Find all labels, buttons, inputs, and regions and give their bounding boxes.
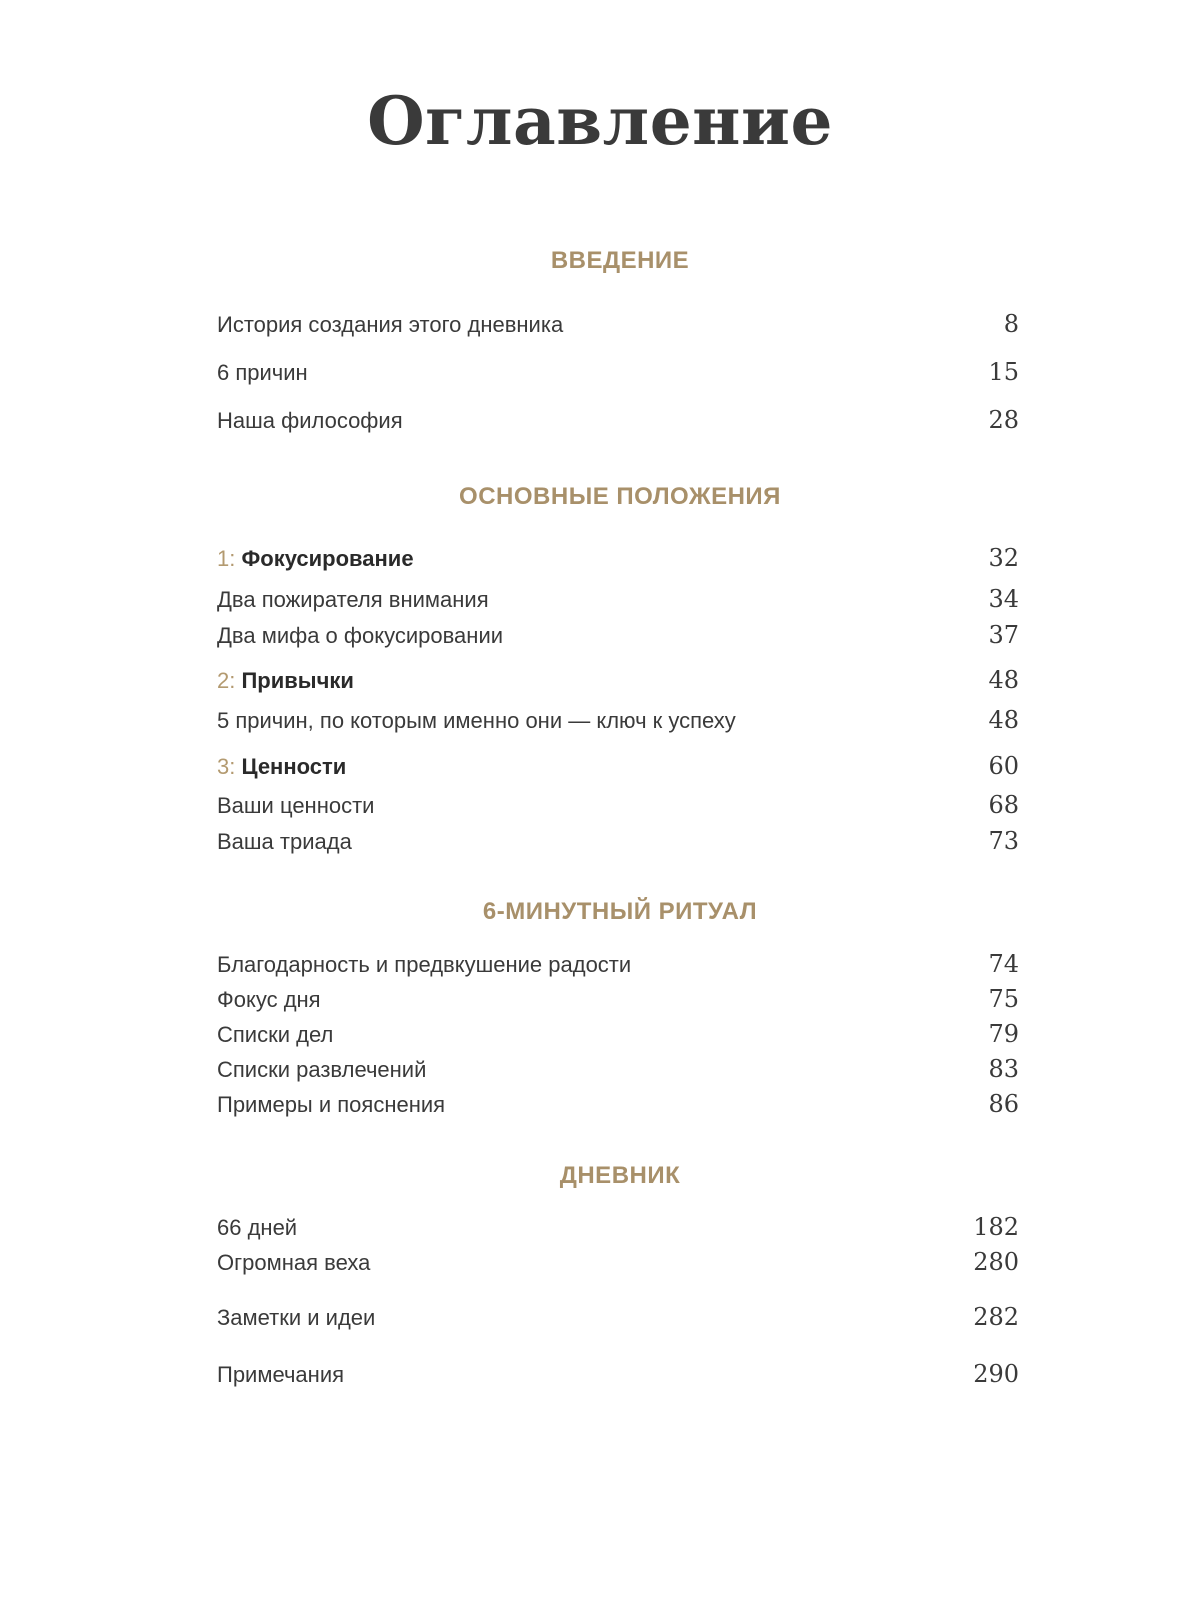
entry-title: Наша философия (217, 408, 403, 433)
entry-page-number: 74 (988, 950, 1019, 978)
entry-page-number: 8 (1003, 310, 1019, 338)
toc-entry[interactable] (217, 1020, 1019, 1050)
chapter-title: Фокусирование (241, 546, 414, 571)
toc-entry[interactable] (217, 827, 1019, 857)
entry-title (217, 754, 346, 780)
chapter-number: 3: (217, 754, 236, 779)
toc-entry[interactable] (217, 1055, 1019, 1085)
entry-title (217, 668, 354, 694)
entry-page-number: 73 (988, 827, 1019, 855)
toc-entry[interactable] (217, 791, 1019, 821)
entry-page-number: 86 (988, 1090, 1019, 1118)
entry-title: Ваши ценности (217, 793, 375, 818)
entry-title: Списки развлечений (217, 1057, 427, 1082)
chapter-number: 2: (217, 668, 236, 693)
entry-page-number: 32 (988, 544, 1019, 572)
entry-page-number: 75 (988, 985, 1019, 1013)
entry-title: 5 причин, по которым именно они — ключ к успеху (217, 708, 736, 733)
entry-title: Заметки и идеи (217, 1305, 376, 1330)
toc-entry[interactable] (217, 358, 1019, 388)
entry-page-number: 83 (988, 1055, 1019, 1083)
entry-title: Примеры и пояснения (217, 1092, 446, 1117)
entry-page-number: 182 (973, 1213, 1019, 1241)
toc-chapter-entry[interactable] (217, 752, 1019, 782)
entry-title (217, 546, 414, 572)
toc-entry[interactable] (217, 1213, 1019, 1243)
entry-page-number: 34 (988, 585, 1019, 613)
entry-title: 6 причин (217, 360, 308, 385)
entry-page-number: 280 (973, 1248, 1019, 1276)
toc-entry[interactable] (217, 1248, 1019, 1278)
entry-page-number: 15 (988, 358, 1019, 386)
entry-title: 66 дней (217, 1215, 298, 1240)
entry-page-number: 68 (988, 791, 1019, 819)
toc-entry[interactable] (217, 985, 1019, 1015)
entry-page-number: 79 (988, 1020, 1019, 1048)
entry-page-number: 48 (988, 706, 1019, 734)
toc-chapter-entry[interactable] (217, 544, 1019, 574)
toc-entry[interactable] (217, 1303, 1019, 1333)
toc-entry[interactable] (217, 950, 1019, 980)
section-heading-introduction: ВВЕДЕНИЕ (550, 247, 690, 274)
toc-entry[interactable] (217, 621, 1019, 651)
entry-title: Два пожирателя внимания (217, 587, 489, 612)
entry-title: Примечания (217, 1362, 345, 1387)
entry-title: Два мифа о фокусировании (217, 623, 504, 648)
entry-page-number: 28 (988, 406, 1019, 434)
entry-title: Благодарность и предвкушение радости (217, 952, 632, 977)
toc-entry[interactable] (217, 706, 1019, 736)
toc-entry[interactable] (217, 585, 1019, 615)
section-heading-basics: ОСНОВНЫЕ ПОЛОЖЕНИЯ (459, 483, 781, 510)
toc-entry[interactable] (217, 406, 1019, 436)
toc-entry[interactable] (217, 1360, 1019, 1390)
section-heading-journal: ДНЕВНИК (559, 1162, 681, 1189)
toc-chapter-entry[interactable] (217, 666, 1019, 696)
toc-entry[interactable] (217, 310, 1019, 340)
entry-page-number: 37 (988, 621, 1019, 649)
entry-title: Огромная веха (217, 1250, 371, 1275)
entry-title: Ваша триада (217, 829, 352, 854)
entry-page-number: 282 (973, 1303, 1019, 1331)
entry-title: История создания этого дневника (217, 312, 564, 337)
entry-title: Списки дел (217, 1022, 334, 1047)
section-heading-ritual: 6-МИНУТНЫЙ РИТУАЛ (482, 898, 758, 925)
entry-page-number: 290 (973, 1360, 1019, 1388)
chapter-title: Привычки (241, 668, 354, 693)
page-title: Оглавление (367, 82, 833, 160)
chapter-number: 1: (217, 546, 236, 571)
entry-title: Фокус дня (217, 987, 321, 1012)
entry-page-number: 60 (988, 752, 1019, 780)
chapter-title: Ценности (241, 754, 347, 779)
toc-entry[interactable] (217, 1090, 1019, 1120)
entry-page-number: 48 (988, 666, 1019, 694)
